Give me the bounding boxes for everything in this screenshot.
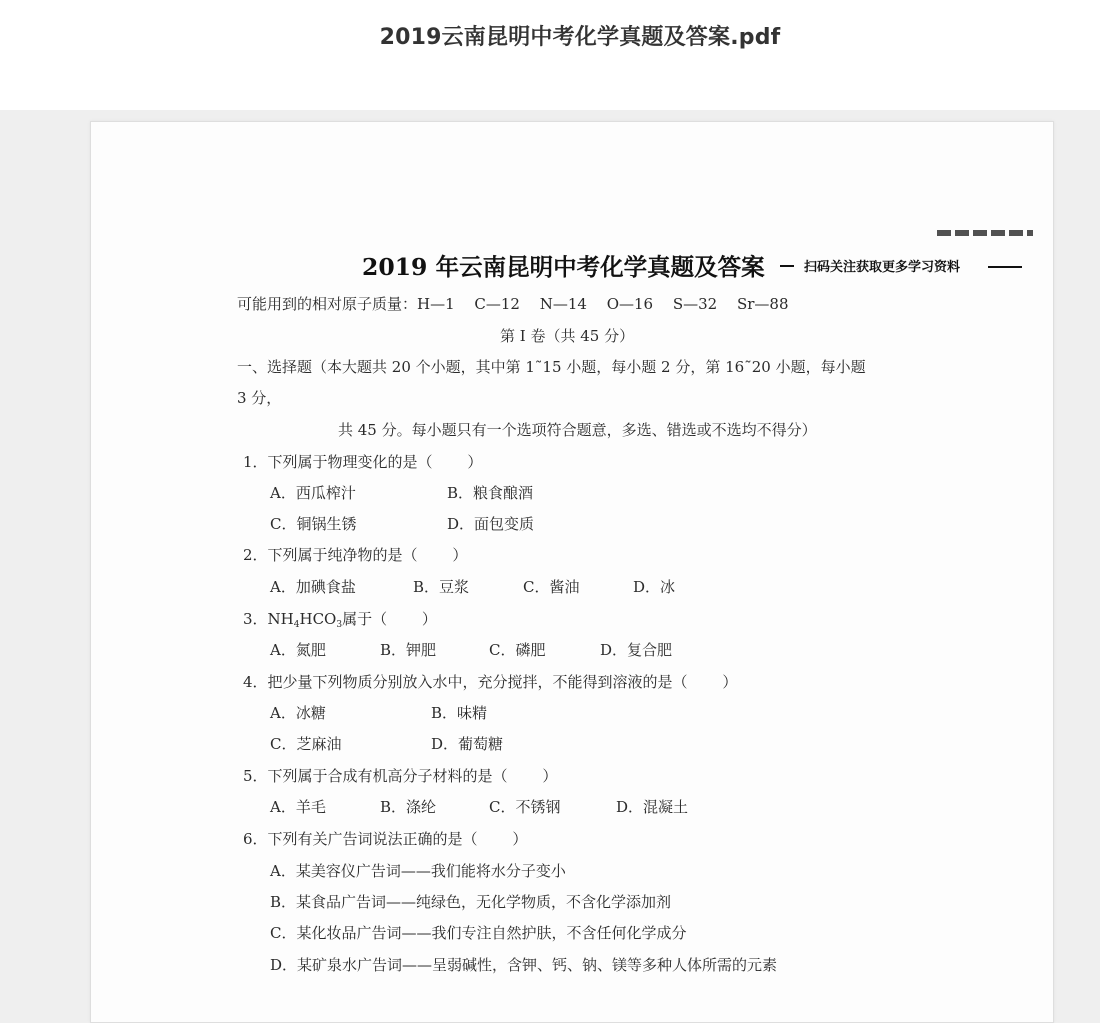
question-2-stem: 2．下列属于纯净物的是（ ） xyxy=(243,546,468,564)
question-4-option-a: A．冰糖 xyxy=(270,704,326,722)
question-2-option-a: A．加碘食盐 xyxy=(270,578,356,596)
question-3-option-b: B．钾肥 xyxy=(380,641,437,659)
document-title: 2019 年云南昆明中考化学真题及答案 xyxy=(362,253,765,281)
question-2-option-c: C．酱油 xyxy=(523,578,580,596)
question-3-stem xyxy=(243,609,437,635)
question-3-option-a: A．氮肥 xyxy=(270,641,326,659)
question-6-option-a: A．某美容仪广告词——我们能将水分子变小 xyxy=(270,862,566,880)
question-6-option-c: C．某化妆品广告词——我们专注自然护肤，不含任何化学成分 xyxy=(270,924,687,942)
part-intro-line-1: 一、选择题（本大题共 20 个小题，其中第 1˜15 小题，每小题 2 分，第 16˜20 小题，每小题 xyxy=(237,358,866,376)
question-3-option-d: D．复合肥 xyxy=(600,641,673,659)
question-3-number: 3． xyxy=(243,610,268,628)
question-4-option-b: B．味精 xyxy=(431,704,488,722)
part-intro-line-3: 共 45 分。每小题只有一个选项符合题意，多选、错选或不选均不得分） xyxy=(338,421,817,439)
title-dash xyxy=(780,265,794,267)
question-5-option-b: B．涤纶 xyxy=(380,798,437,816)
question-1-stem: 1．下列属于物理变化的是（ ） xyxy=(243,453,483,471)
question-4-option-d: D．葡萄糖 xyxy=(431,735,504,753)
watermark-text: 扫码关注获取更多学习资料 xyxy=(804,260,961,275)
question-5-option-d: D．混凝土 xyxy=(616,798,689,816)
section-title: 第 I 卷（共 45 分） xyxy=(500,327,635,345)
formula-subscript-4: 4 xyxy=(293,620,300,630)
corner-scan-mark xyxy=(937,230,1033,236)
question-3-option-c: C．磷肥 xyxy=(489,641,546,659)
question-6-option-d: D．某矿泉水广告词——呈弱碱性，含钾、钙、钠、镁等多种人体所需的元素 xyxy=(270,956,778,974)
viewer-header xyxy=(0,0,1100,110)
question-1-option-d: D．面包变质 xyxy=(447,515,535,533)
part-intro-line-2: 3 分， xyxy=(237,389,282,407)
question-4-option-c: C．芝麻油 xyxy=(270,735,342,753)
question-4-stem: 4．把少量下列物质分别放入水中，充分搅拌，不能得到溶液的是（ ） xyxy=(243,673,738,691)
atomic-mass-line: 可能用到的相对原子质量：H—1 C—12 N—14 O—16 S—32 Sr—88 xyxy=(237,295,789,313)
question-2-option-b: B．豆浆 xyxy=(413,578,470,596)
question-1-option-a: A．西瓜榨汁 xyxy=(270,484,356,502)
formula-hco: HCO xyxy=(299,610,337,628)
formula-subscript-3: 3 xyxy=(336,620,343,630)
question-5-stem: 5．下列属于合成有机高分子材料的是（ ） xyxy=(243,767,558,785)
question-1-option-b: B．粮食酿酒 xyxy=(447,484,534,502)
watermark-dash xyxy=(988,266,1022,268)
question-3-rest: 属于（ ） xyxy=(342,610,437,628)
question-6-stem: 6．下列有关广告词说法正确的是（ ） xyxy=(243,830,528,848)
file-title: 2019云南昆明中考化学真题及答案.pdf xyxy=(379,25,781,50)
question-6-option-b: B．某食品广告词——纯绿色，无化学物质，不含化学添加剂 xyxy=(270,893,672,911)
question-2-option-d: D．冰 xyxy=(633,578,676,596)
formula-nh: NH xyxy=(267,610,294,628)
question-5-option-a: A．羊毛 xyxy=(270,798,326,816)
question-1-option-c: C．铜锅生锈 xyxy=(270,515,357,533)
question-5-option-c: C．不锈钢 xyxy=(489,798,561,816)
